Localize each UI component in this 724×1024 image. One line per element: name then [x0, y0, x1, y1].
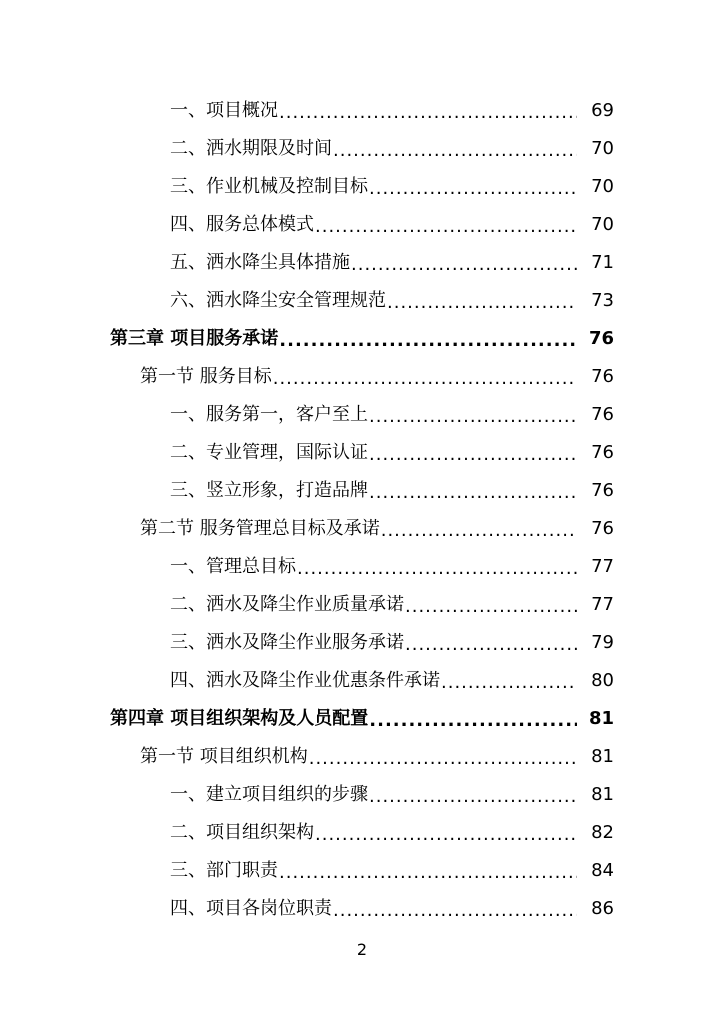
toc-entry-page-number: 76	[591, 480, 614, 501]
toc-dot-leader	[309, 740, 577, 778]
toc-entry-title: 一、管理总目标	[170, 556, 296, 577]
toc-entry-title: 三、部门职责	[170, 860, 278, 881]
toc-entry-page-number: 76	[591, 518, 614, 539]
toc-entry-title: 一、项目概况	[170, 100, 278, 121]
toc-subsection-entry[interactable]	[0, 434, 724, 472]
toc-subsection-entry[interactable]	[0, 472, 724, 510]
toc-subsection-entry[interactable]	[0, 92, 724, 130]
toc-entry-title: 三、作业机械及控制目标	[170, 176, 368, 197]
toc-dot-leader	[369, 398, 577, 436]
toc-dot-leader	[297, 550, 577, 588]
toc-entry-page-number: 69	[591, 100, 614, 121]
toc-entry-page-number: 82	[591, 822, 614, 843]
toc-dot-leader	[369, 474, 577, 512]
toc-subsection-entry[interactable]	[0, 130, 724, 168]
toc-subsection-entry[interactable]	[0, 168, 724, 206]
toc-entry-title: 第四章 项目组织架构及人员配置	[110, 708, 369, 729]
toc-dot-leader	[387, 284, 577, 322]
toc-entry-page-number: 77	[591, 556, 614, 577]
toc-dot-leader	[369, 702, 577, 740]
toc-entry-page-number: 76	[591, 366, 614, 387]
toc-dot-leader	[273, 360, 577, 398]
toc-entry-title: 六、洒水降尘安全管理规范	[170, 290, 386, 311]
toc-dot-leader	[279, 94, 577, 132]
toc-dot-leader	[369, 436, 577, 474]
toc-entry-page-number: 71	[591, 252, 614, 273]
toc-entry-title: 第三章 项目服务承诺	[110, 328, 279, 349]
toc-entry-title: 第一节 项目组织机构	[140, 746, 308, 767]
toc-subsection-entry[interactable]	[0, 396, 724, 434]
toc-chapter-entry[interactable]	[0, 700, 724, 738]
toc-dot-leader	[279, 854, 577, 892]
toc-entry-page-number: 81	[591, 784, 614, 805]
toc-dot-leader	[333, 132, 577, 170]
toc-entry-page-number: 81	[591, 746, 614, 767]
toc-subsection-entry[interactable]	[0, 814, 724, 852]
toc-dot-leader	[405, 626, 577, 664]
toc-entry-title: 五、洒水降尘具体措施	[170, 252, 350, 273]
toc-entry-title: 一、建立项目组织的步骤	[170, 784, 368, 805]
toc-entry-title: 二、洒水及降尘作业质量承诺	[170, 594, 404, 615]
toc-entry-title: 第二节 服务管理总目标及承诺	[140, 518, 380, 539]
toc-entry-title: 二、专业管理，国际认证	[170, 442, 368, 463]
toc-chapter-entry[interactable]	[0, 320, 724, 358]
toc-entry-page-number: 84	[591, 860, 614, 881]
toc-entry-page-number: 76	[591, 442, 614, 463]
toc-entry-page-number: 80	[591, 670, 614, 691]
toc-subsection-entry[interactable]	[0, 586, 724, 624]
toc-section-entry[interactable]	[0, 738, 724, 776]
toc-subsection-entry[interactable]	[0, 244, 724, 282]
toc-entry-page-number: 79	[591, 632, 614, 653]
toc-entry-title: 三、洒水及降尘作业服务承诺	[170, 632, 404, 653]
toc-entry-page-number: 77	[591, 594, 614, 615]
table-of-contents	[0, 92, 724, 928]
toc-entry-title: 二、洒水期限及时间	[170, 138, 332, 159]
toc-entry-title: 一、服务第一，客户至上	[170, 404, 368, 425]
toc-subsection-entry[interactable]	[0, 890, 724, 928]
toc-subsection-entry[interactable]	[0, 548, 724, 586]
toc-subsection-entry[interactable]	[0, 852, 724, 890]
toc-entry-title: 三、竖立形象，打造品牌	[170, 480, 368, 501]
toc-section-entry[interactable]	[0, 510, 724, 548]
toc-entry-page-number: 81	[588, 708, 614, 729]
toc-dot-leader	[351, 246, 577, 284]
toc-dot-leader	[315, 208, 577, 246]
toc-entry-page-number: 76	[591, 404, 614, 425]
toc-section-entry[interactable]	[0, 358, 724, 396]
toc-subsection-entry[interactable]	[0, 624, 724, 662]
toc-dot-leader	[381, 512, 577, 550]
toc-dot-leader	[333, 892, 577, 930]
toc-entry-page-number: 70	[591, 138, 614, 159]
toc-entry-page-number: 70	[591, 214, 614, 235]
toc-dot-leader	[405, 588, 577, 626]
toc-entry-title: 四、服务总体模式	[170, 214, 314, 235]
toc-entry-title: 第一节 服务目标	[140, 366, 272, 387]
toc-dot-leader	[369, 778, 577, 816]
toc-entry-page-number: 86	[591, 898, 614, 919]
toc-entry-page-number: 73	[591, 290, 614, 311]
toc-entry-page-number: 70	[591, 176, 614, 197]
toc-dot-leader	[441, 664, 577, 702]
toc-subsection-entry[interactable]	[0, 206, 724, 244]
toc-dot-leader	[279, 322, 577, 360]
toc-subsection-entry[interactable]	[0, 776, 724, 814]
toc-subsection-entry[interactable]	[0, 282, 724, 320]
toc-entry-title: 四、项目各岗位职责	[170, 898, 332, 919]
toc-entry-title: 二、项目组织架构	[170, 822, 314, 843]
toc-entry-title: 四、洒水及降尘作业优惠条件承诺	[170, 670, 440, 691]
page-number: 2	[356, 940, 368, 959]
toc-dot-leader	[315, 816, 577, 854]
toc-entry-page-number: 76	[588, 328, 614, 349]
toc-subsection-entry[interactable]	[0, 662, 724, 700]
toc-dot-leader	[369, 170, 577, 208]
